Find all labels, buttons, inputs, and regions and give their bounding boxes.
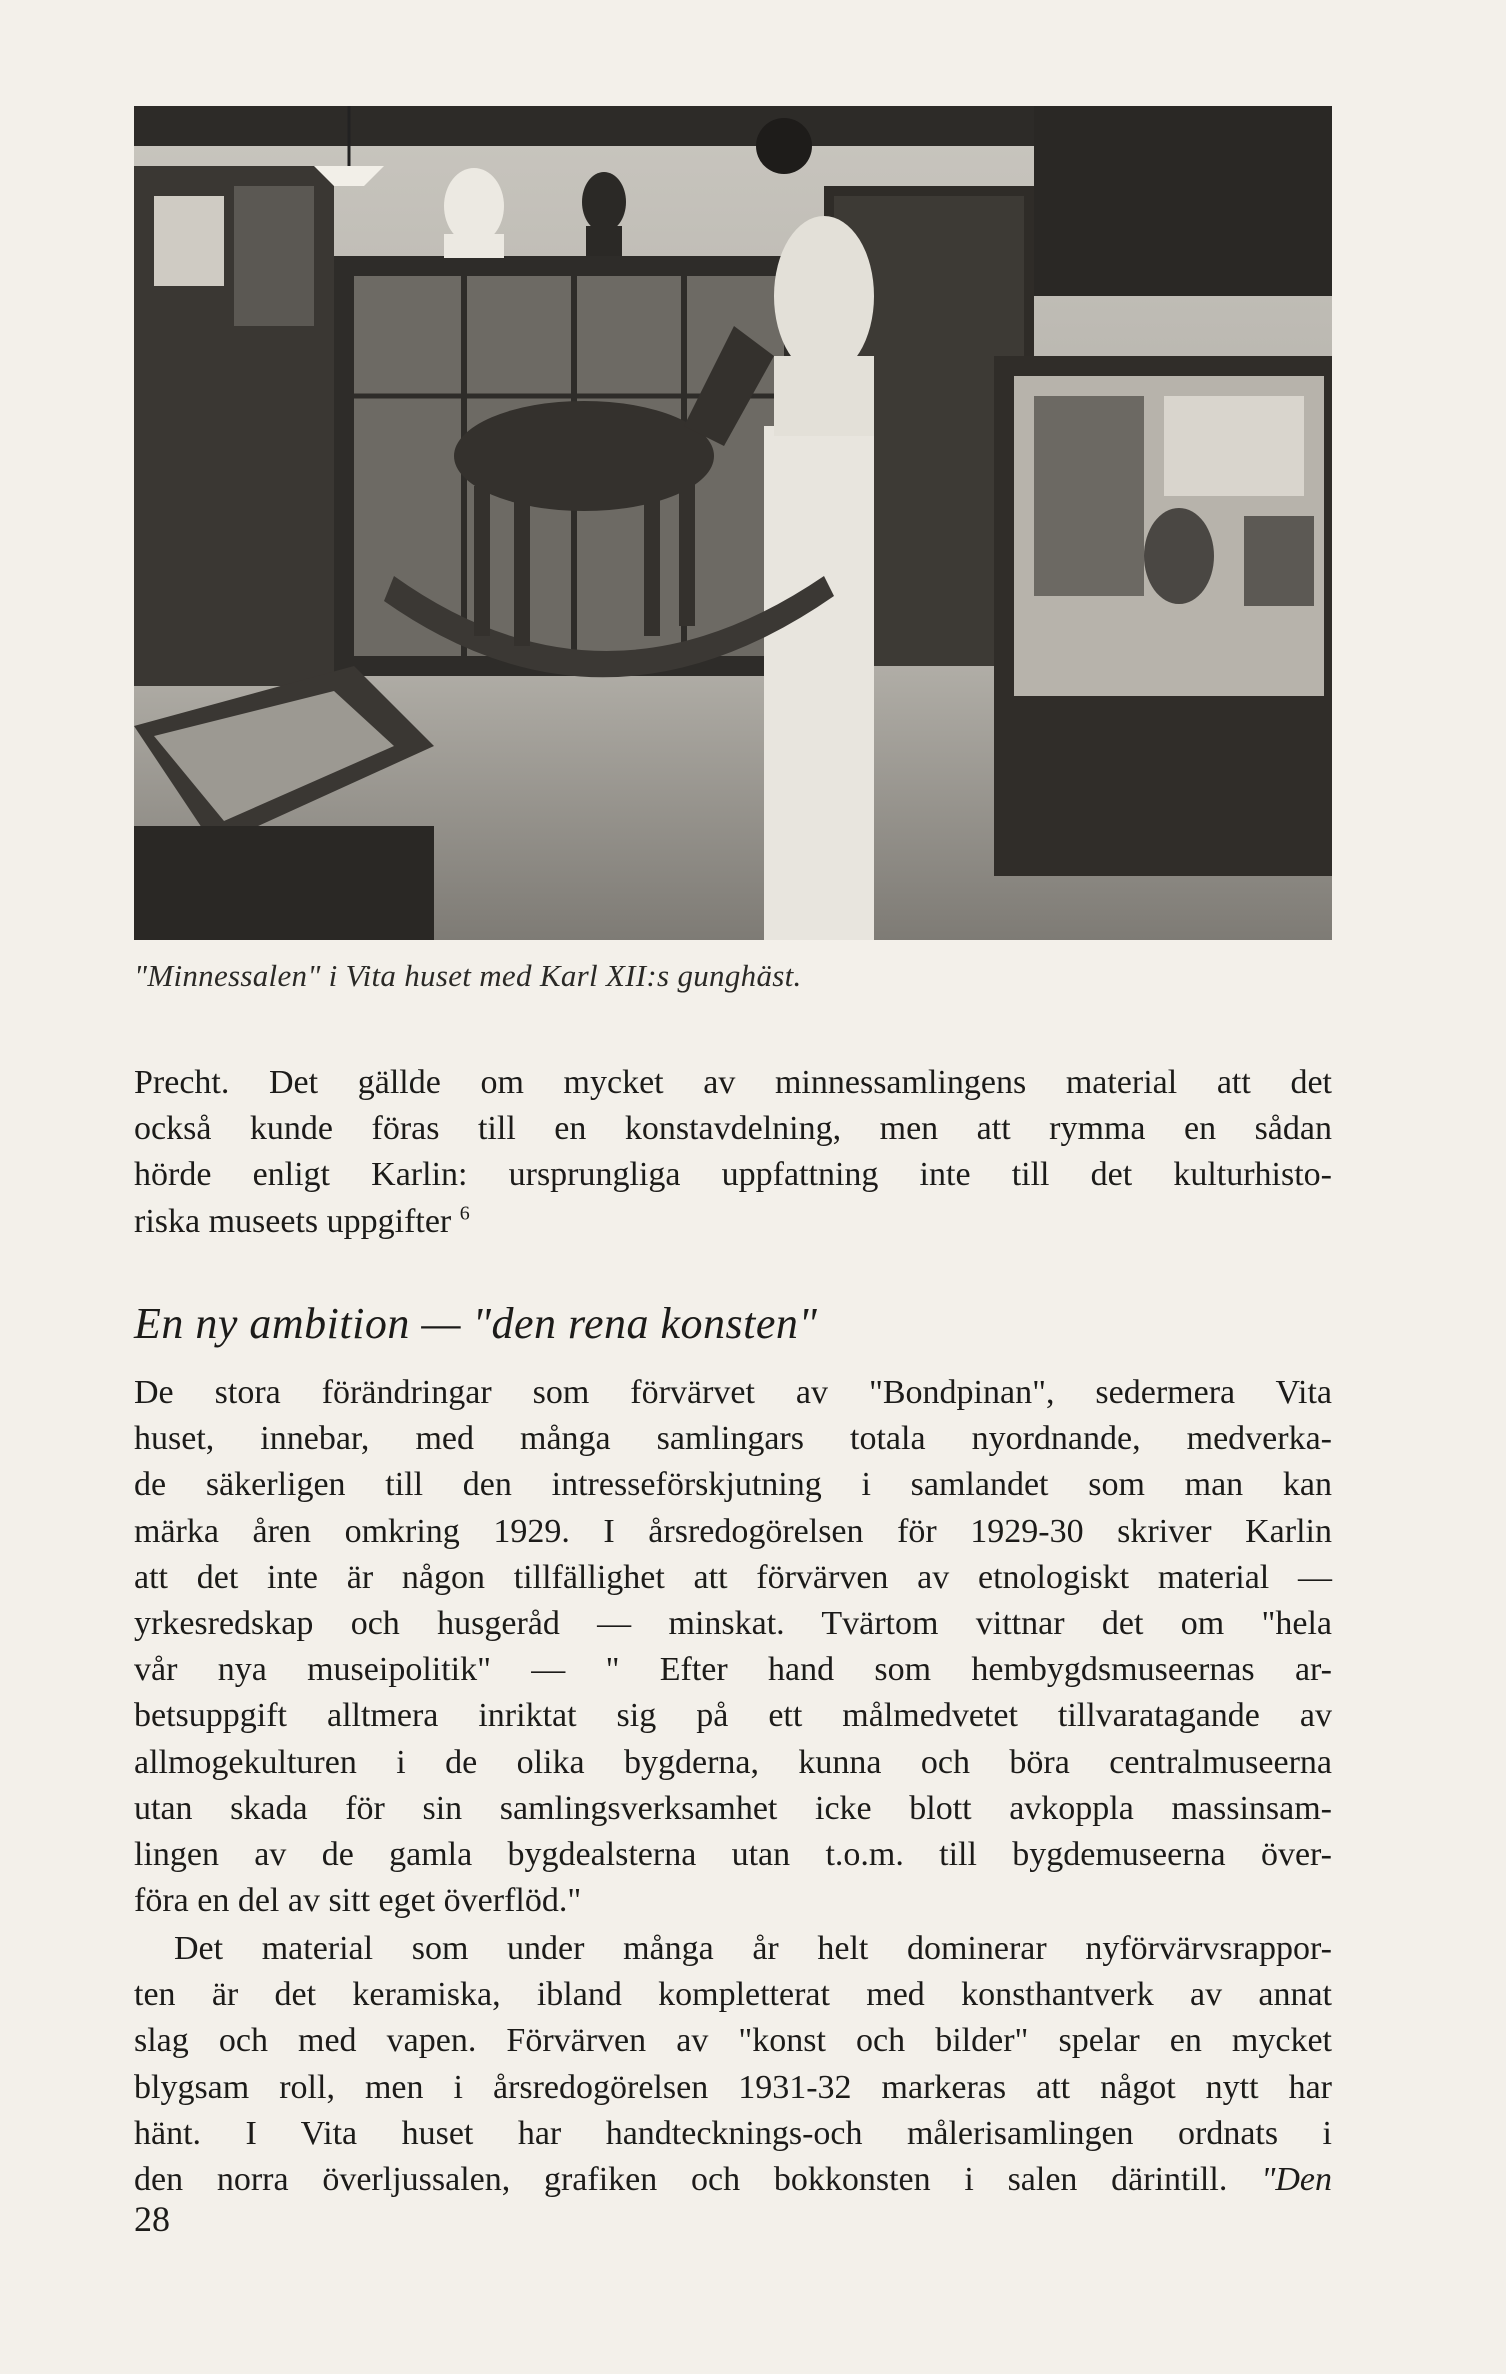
text-line: De stora förändringar som förvärvet av "Bondpinan", sedermera Vita — [134, 1374, 1332, 1411]
paragraph-2 — [134, 1370, 1332, 1924]
text-line: hänt. I Vita huset har handtecknings-och målerisamlingen ordnats i — [134, 2114, 1332, 2152]
text-line-content: den norra överljussalen, grafiken och bokkonsten i salen därintill. — [134, 2161, 1262, 2199]
text-line: märka åren omkring 1929. I årsredogörelsen för 1929-30 skriver Karlin — [134, 1512, 1332, 1550]
text-line: att det inte är någon tillfällighet att förvärven av etnologiskt material — — [134, 1558, 1332, 1596]
text-line — [134, 1199, 1332, 1245]
paragraph-3 — [134, 1926, 1332, 2203]
text-line: blygsam roll, men i årsredogörelsen 1931-32 markeras att något nytt har — [134, 2068, 1332, 2106]
paragraph-1 — [134, 1060, 1332, 1245]
text-line: lingen av de gamla bygdealsterna utan t.o.m. till bygdemuseerna över- — [134, 1836, 1332, 1874]
footnote-reference: 6 — [459, 1202, 470, 1225]
text-line: allmogekulturen i de olika bygderna, kunna och böra centralmuseerna — [134, 1743, 1332, 1781]
section-heading: En ny ambition — "den rena konsten" — [134, 1299, 818, 1348]
museum-hall-photograph — [134, 106, 1332, 940]
photo-caption: "Minnessalen" i Vita huset med Karl XII:s gunghäst. — [134, 958, 802, 993]
text-line: hörde enligt Karlin: ursprungliga uppfattning inte till det kulturhisto- — [134, 1156, 1332, 1194]
text-line: yrkesredskap och husgeråd — minskat. Tvärtom vittnar det om "hela — [134, 1605, 1332, 1643]
text-line-content: riska museets uppgifter — [134, 1202, 452, 1240]
italic-quote-start: "Den — [1261, 2161, 1332, 2199]
text-line: de säkerligen till den intresseförskjutning i samlandet som man kan — [134, 1466, 1332, 1504]
page-number: 28 — [134, 2199, 170, 2239]
text-line: betsuppgift alltmera inriktat sig på ett målmedvetet tillvaratagande av — [134, 1697, 1332, 1735]
text-line: vår nya museipolitik" — " Efter hand som hembygdsmuseernas ar- — [134, 1651, 1332, 1689]
text-line: utan skada för sin samlingsverksamhet icke blott avkoppla massinsam- — [134, 1789, 1332, 1827]
text-line: också kunde föras till en konstavdelning, men att rymma en sådan — [134, 1110, 1332, 1148]
text-line: föra en del av sitt eget överflöd." — [134, 1882, 582, 1920]
text-line: ten är det keramiska, ibland kompletterat med konsthantverk av annat — [134, 1976, 1332, 2014]
photo-illustration — [134, 106, 1332, 940]
text-line: slag och med vapen. Förvärven av "konst och bilder" spelar en mycket — [134, 2022, 1332, 2060]
text-line — [134, 2157, 1332, 2203]
text-line: Precht. Det gällde om mycket av minnessamlingens material att det — [134, 1064, 1332, 1101]
text-line: huset, innebar, med många samlingars totala nyordnande, medverka- — [134, 1420, 1332, 1458]
text-line: Det material som under många år helt dominerar nyförvärvsrappor- — [174, 1930, 1332, 1967]
